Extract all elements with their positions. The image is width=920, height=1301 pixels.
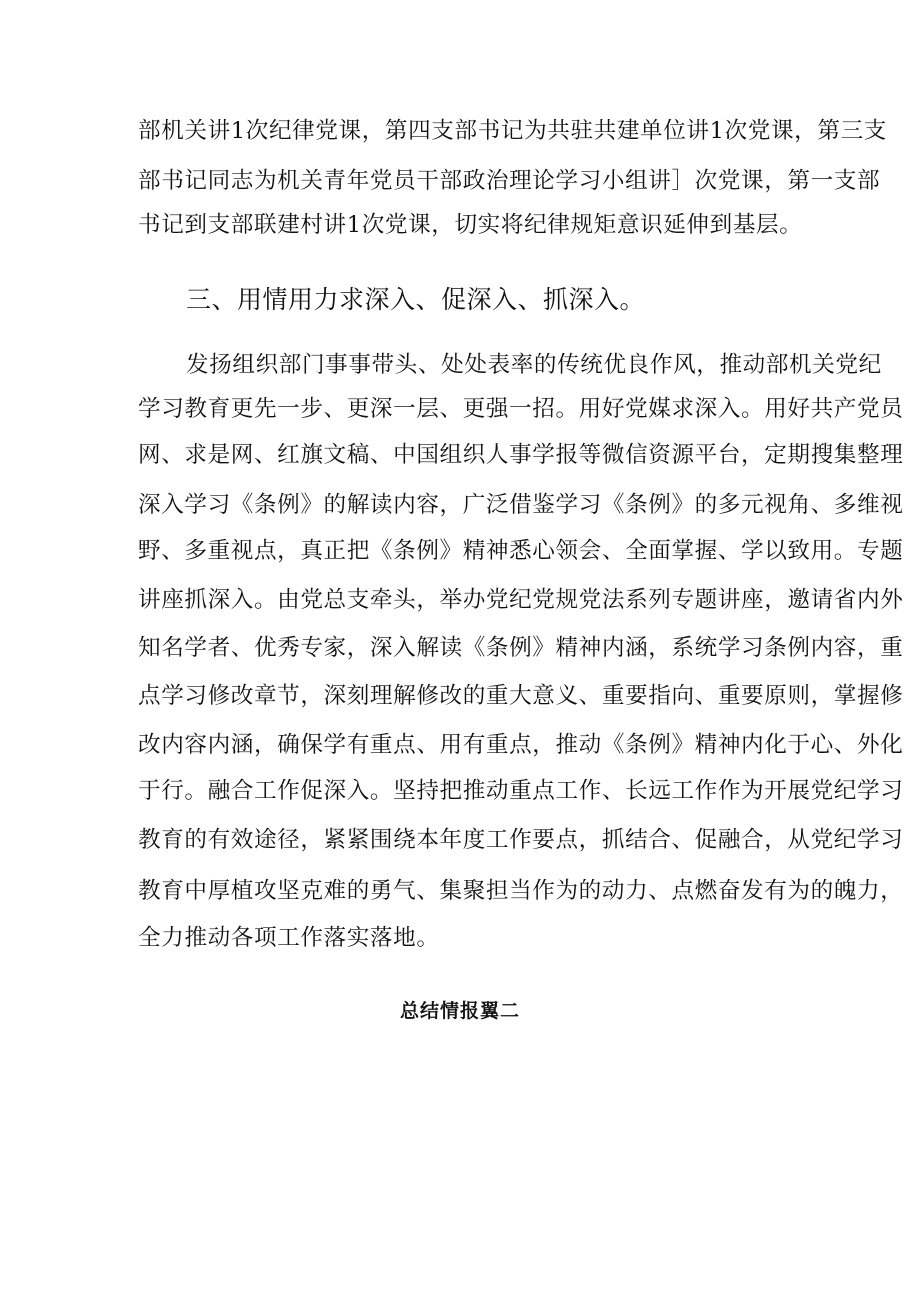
paragraph-line: 部书记同志为机关青年党员干部政治理论学习小组讲］次党课，第一支部 xyxy=(138,168,881,194)
paragraph-line: 讲座抓深入。由党总支牵头，举办党纪党规党法系列专题讲座，邀请省内外 xyxy=(138,587,904,613)
paragraph-line: 教育中厚植攻坚克难的勇气、集聚担当作为的动力、点燃奋发有为的魄力， xyxy=(138,878,904,904)
paragraph-line: 学习教育更先一步、更深一层、更强一招。用好党媒求深入。用好共产党员 xyxy=(138,396,904,422)
next-document-title: 总结情报翼二 xyxy=(399,1000,520,1022)
paragraph-line: 部机关讲1次纪律党课，第四支部书记为共驻共建单位讲1次党课，第三支 xyxy=(138,118,887,144)
paragraph-line: 网、求是网、红旗文稿、中国组织人事学报等微信资源平台，定期搜集整理 xyxy=(138,442,904,468)
paragraph-line: 改内容内涵，确保学有重点、用有重点，推动《条例》精神内化于心、外化 xyxy=(138,732,904,758)
paragraph-line: 教育的有效途径，紧紧围绕本年度工作要点，抓结合、促融合，从党纪学习 xyxy=(138,827,904,853)
paragraph-line: 野、多重视点，真正把《条例》精神悉心领会、全面掌握、学以致用。专题 xyxy=(138,538,904,564)
paragraph-line: 书记到支部联建村讲1次党课，切实将纪律规矩意识延伸到基层。 xyxy=(138,212,803,238)
paragraph-line: 深入学习《条例》的解读内容，广泛借鉴学习《条例》的多元视角、多维视 xyxy=(138,492,904,518)
paragraph-line: 全力推动各项工作落实落地。 xyxy=(138,925,440,951)
paragraph-line: 知名学者、优秀专家，深入解读《条例》精神内涵，系统学习条例内容，重 xyxy=(138,635,904,661)
paragraph-line: 于行。融合工作促深入。坚持把推动重点工作、长远工作作为开展党纪学习 xyxy=(138,778,904,804)
section-heading: 三、用情用力求深入、促深入、抓深入。 xyxy=(186,285,646,314)
paragraph-line: 发扬组织部门事事带头、处处表率的传统优良作风，推动部机关党纪 xyxy=(186,352,882,378)
paragraph-line: 点学习修改章节，深刻理解修改的重大意义、重要指向、重要原则，掌握修 xyxy=(138,683,904,709)
